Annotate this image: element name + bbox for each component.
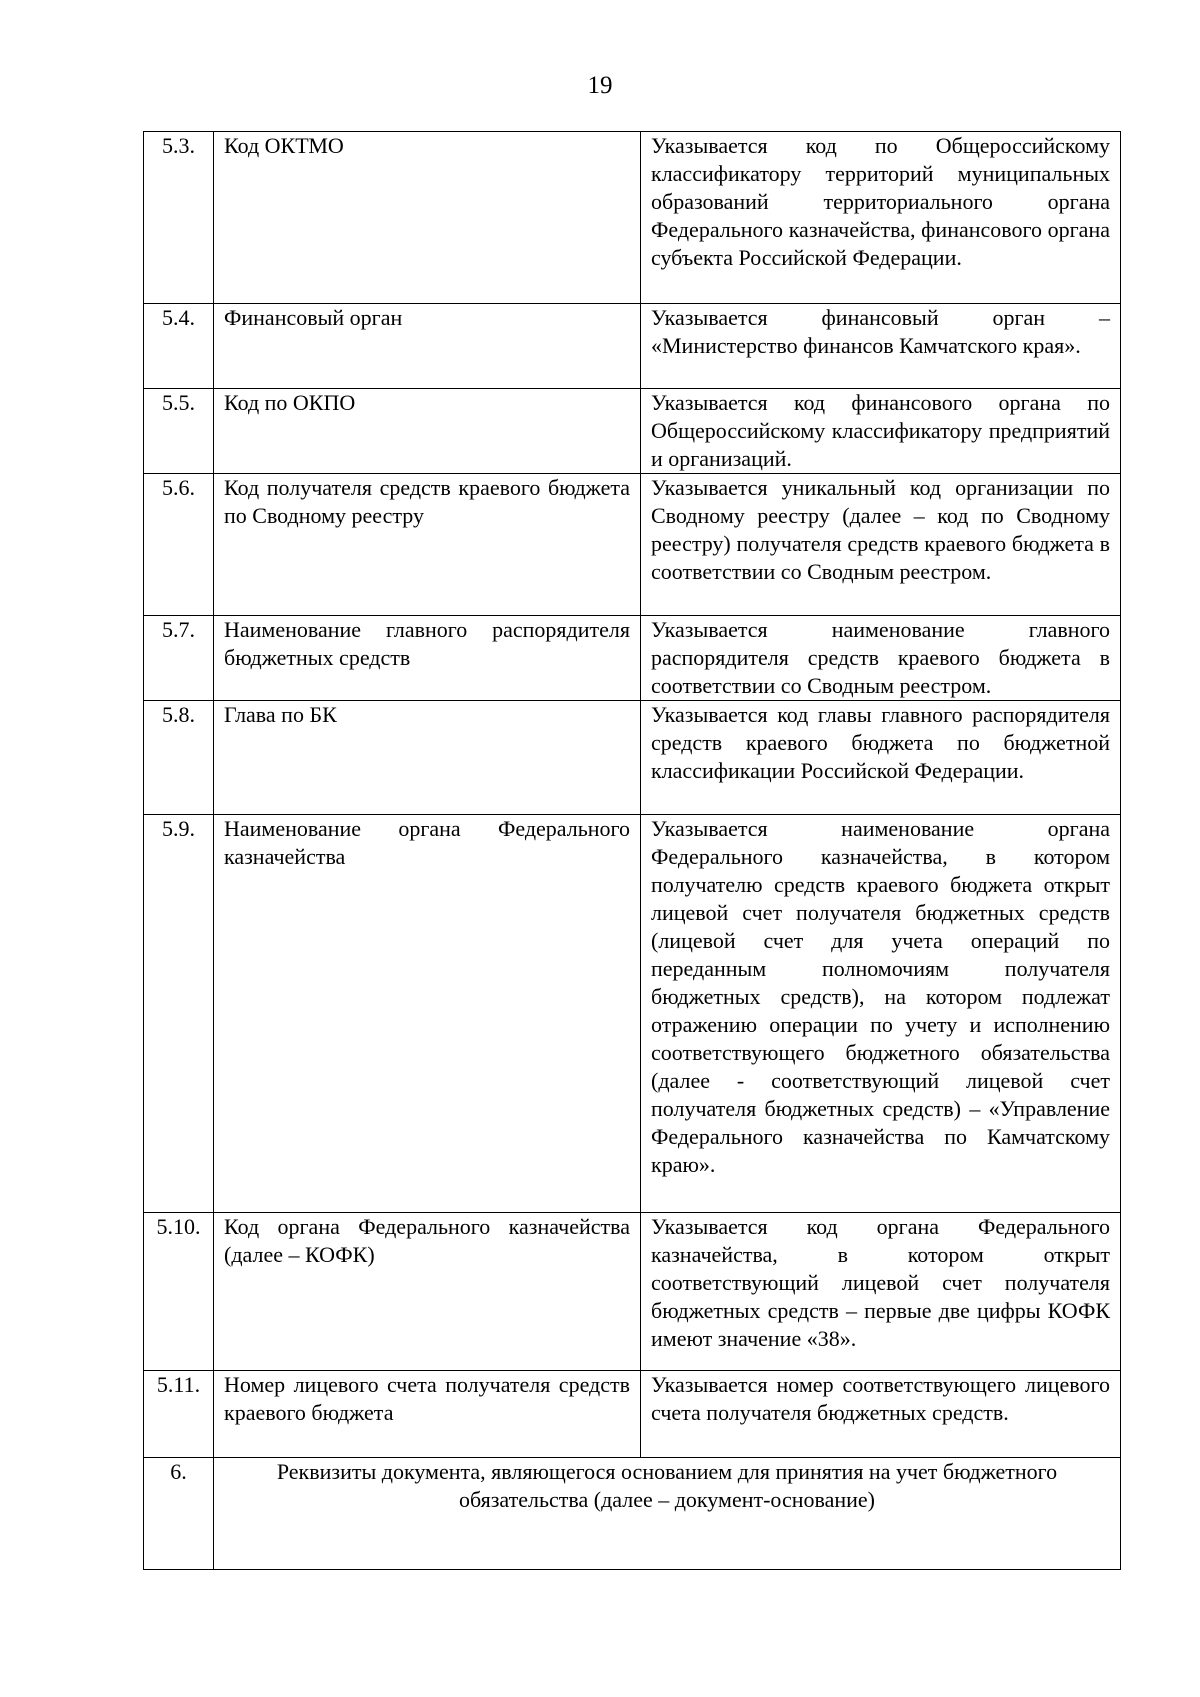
field-name: Номер лицевого счета получателя средств краевого бюджета [214,1371,641,1458]
row-number: 5.10. [144,1213,214,1371]
row-number: 5.3. [144,132,214,304]
field-name: Код получателя средств краевого бюджета по Сводному реестру [214,474,641,616]
field-description: Указывается код органа Федерального казначейства, в котором открыт соответствующий лицевой счет получателя бюджетных средств – первые две цифры КОФК имеют значение «38». [641,1213,1121,1371]
row-number: 5.5. [144,389,214,474]
table-row [144,616,1121,701]
requisites-table [143,131,1121,1570]
section-row [144,1458,1121,1570]
field-description: Указывается код по Общероссийскому классификатору территорий муниципальных образований территориального органа Федерального казначейства, финансового органа субъекта Российской Федерации. [641,132,1121,304]
table-row [144,474,1121,616]
field-name: Код органа Федерального казначейства (далее – КОФК) [214,1213,641,1371]
row-number: 5.7. [144,616,214,701]
row-number: 5.11. [144,1371,214,1458]
row-number: 5.8. [144,701,214,815]
row-number: 5.4. [144,304,214,389]
row-number: 5.6. [144,474,214,616]
field-description: Указывается код главы главного распорядителя средств краевого бюджета по бюджетной классификации Российской Федерации. [641,701,1121,815]
table-row [144,1213,1121,1371]
table-row [144,389,1121,474]
table-row [144,815,1121,1213]
section-title: Реквизиты документа, являющегося основанием для принятия на учет бюджетного обязательства (далее – документ-основание) [214,1458,1121,1570]
field-name: Наименование главного распорядителя бюджетных средств [214,616,641,701]
field-description: Указывается наименование органа Федерального казначейства, в котором получателю средств краевого бюджета открыт лицевой счет получателя бюджетных средств (лицевой счет для учета операций по переданным полномочиям получателя бюджетных средств), на котором подлежат отражению операции по учету и исполнению соответствующего бюджетного обязательства (далее - соответствующий лицевой счет получателя бюджетных средств) – «Управление Федерального казначейства по Камчатскому краю». [641,815,1121,1213]
field-description: Указывается наименование главного распорядителя средств краевого бюджета в соответствии со Сводным реестром. [641,616,1121,701]
field-description: Указывается код финансового органа по Общероссийскому классификатору предприятий и организаций. [641,389,1121,474]
field-description: Указывается уникальный код организации по Сводному реестру (далее – код по Сводному реестру) получателя средств краевого бюджета в соответствии со Сводным реестром. [641,474,1121,616]
table-row [144,132,1121,304]
field-name: Код ОКТМО [214,132,641,304]
field-name: Глава по БК [214,701,641,815]
table-row [144,1371,1121,1458]
field-name: Код по ОКПО [214,389,641,474]
field-name: Наименование органа Федерального казначейства [214,815,641,1213]
field-description: Указывается номер соответствующего лицевого счета получателя бюджетных средств. [641,1371,1121,1458]
section-number: 6. [144,1458,214,1570]
row-number: 5.9. [144,815,214,1213]
field-description: Указывается финансовый орган – «Министерство финансов Камчатского края». [641,304,1121,389]
field-name: Финансовый орган [214,304,641,389]
table-row [144,304,1121,389]
table-row [144,701,1121,815]
page-number: 19 [587,72,613,99]
